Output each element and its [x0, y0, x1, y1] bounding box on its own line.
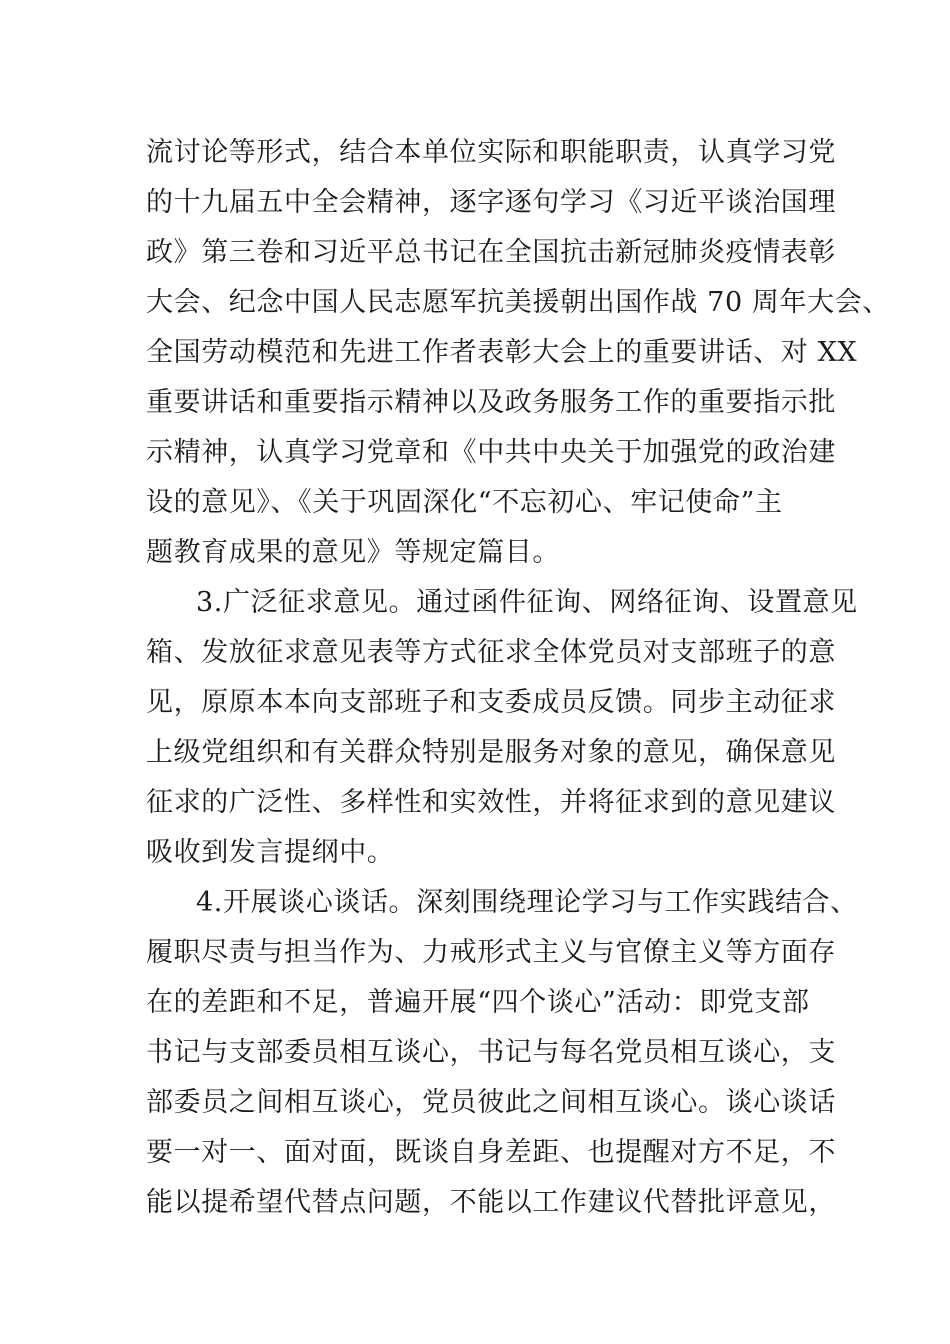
text-line-19: 书记与支部委员相互谈心，书记与每名党员相互谈心，支: [146, 1037, 836, 1068]
text-line-3: 政》第三卷和习近平总书记在全国抗击新冠肺炎疫情表彰: [146, 237, 836, 268]
text-line-17: 履职尽责与担当作为、力戒形式主义与官僚主义等方面存: [146, 937, 836, 968]
section-4-heading-line: 4.开展谈心谈话。深刻围绕理论学习与工作实践结合、: [196, 887, 858, 918]
text-line-22: 能以提希望代替点问题，不能以工作建议代替批评意见，: [146, 1187, 836, 1218]
text-line-15: 吸收到发言提纲中。: [146, 837, 395, 868]
text-line-8: 设的意见》、《关于巩固深化“不忘初心、牢记使命”主: [146, 487, 783, 518]
text-line-11: 箱、发放征求意见表等方式征求全体党员对支部班子的意: [146, 637, 836, 668]
text-line-21: 要一对一、面对面，既谈自身差距、也提醒对方不足，不: [146, 1137, 836, 1168]
text-line-7: 示精神，认真学习党章和《中共中央关于加强党的政治建: [146, 437, 836, 468]
text-line-12: 见，原原本本向支部班子和支委成员反馈。同步主动征求: [146, 687, 836, 718]
text-line-9: 题教育成果的意见》等规定篇目。: [146, 537, 560, 568]
section-3-heading-line: 3.广泛征求意见。通过函件征询、网络征询、设置意见: [196, 587, 858, 618]
text-line-18: 在的差距和不足，普遍开展“四个谈心”活动：即党支部: [146, 987, 810, 1018]
text-line-4: 大会、纪念中国人民志愿军抗美援朝出国作战 70 周年大会、: [146, 287, 890, 318]
text-line-1: 流讨论等形式，结合本单位实际和职能职责，认真学习党: [146, 137, 836, 168]
text-line-14: 征求的广泛性、多样性和实效性，并将征求到的意见建议: [146, 787, 836, 818]
text-line-5: 全国劳动模范和先进工作者表彰大会上的重要讲话、对 XX: [146, 337, 858, 368]
text-line-13: 上级党组织和有关群众特别是服务对象的意见，确保意见: [146, 737, 836, 768]
text-line-6: 重要讲话和重要指示精神以及政务服务工作的重要指示批: [146, 387, 836, 418]
text-line-20: 部委员之间相互谈心，党员彼此之间相互谈心。谈心谈话: [146, 1087, 836, 1118]
text-line-2: 的十九届五中全会精神，逐字逐句学习《习近平谈治国理: [146, 187, 836, 218]
